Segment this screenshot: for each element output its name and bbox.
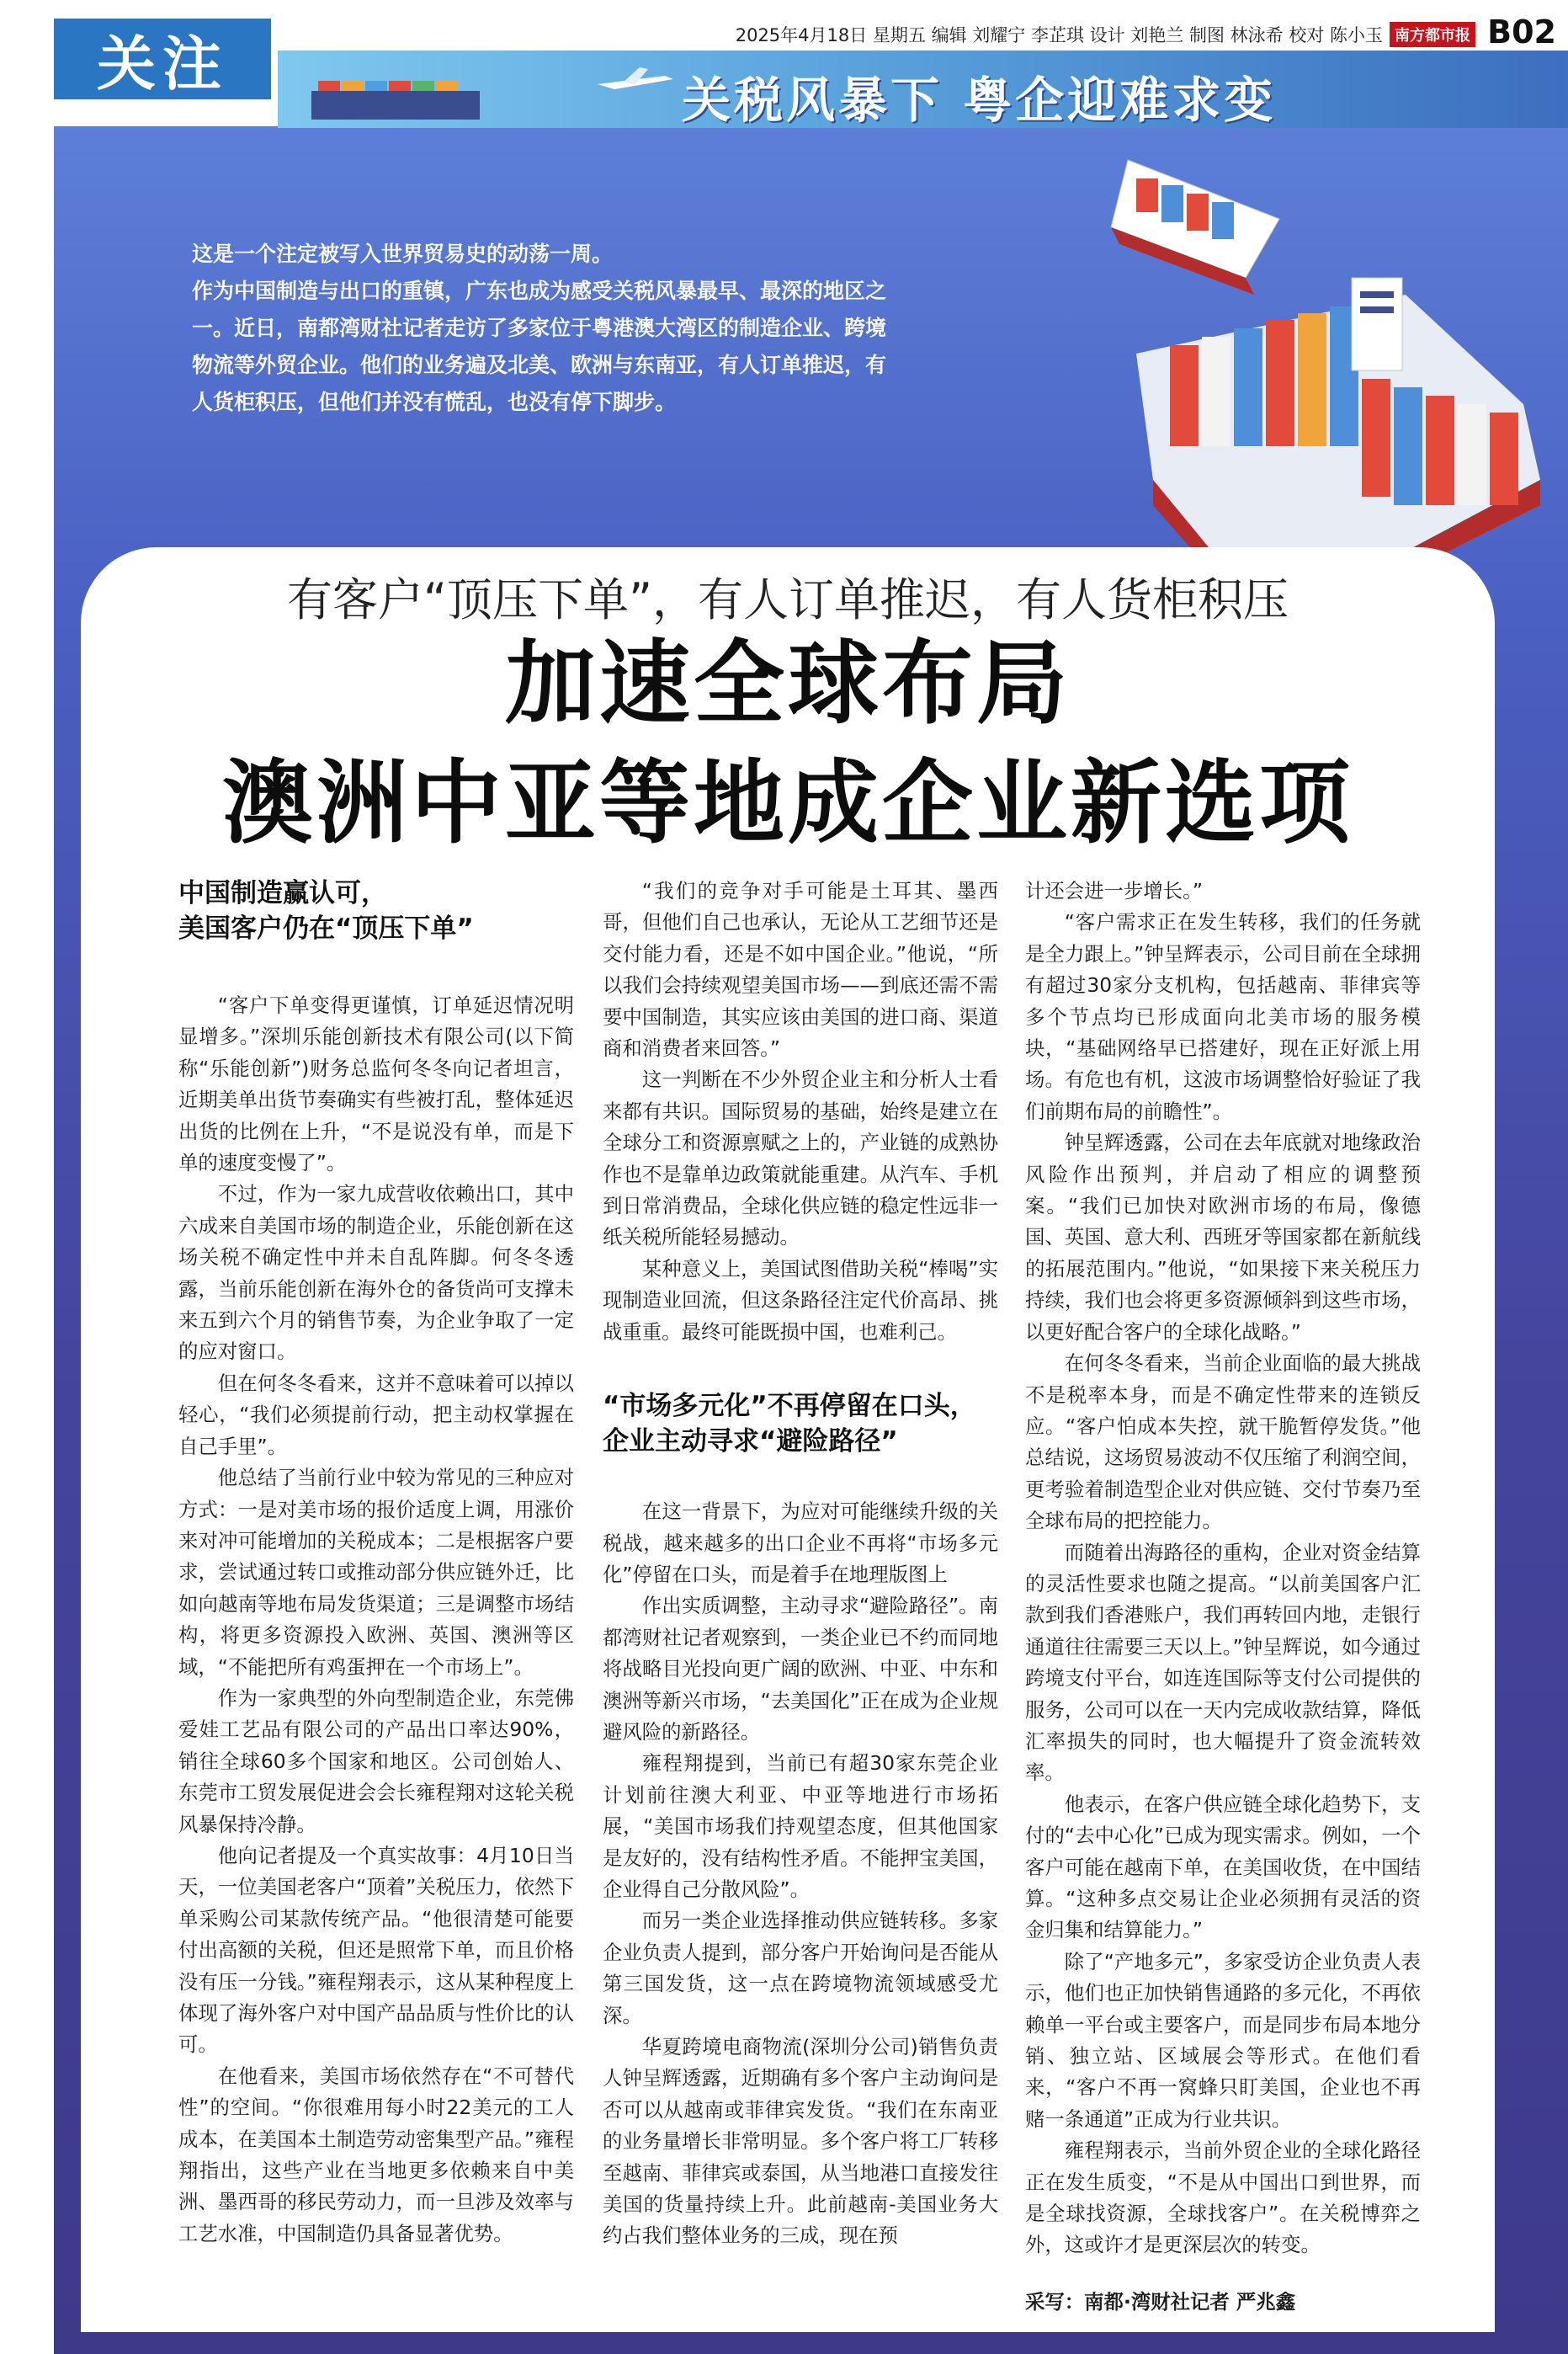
paragraph: 而另一类企业选择推动供应链转移。多家企业负责人提到，部分客户开始询问是否能从第三国发货，这一点在跨境物流领域感受尤深。 [603,1909,998,2027]
headline-line-1: 加速全球布局 [504,631,1071,737]
article-kicker: 有客户“顶压下单”，有人订单推迟，有人货柜积压 [287,573,1289,626]
paragraph: 他总结了当前行业中较为常见的三种应对方式：一是对美市场的报价适度上调，用涨价来对冲可能增加的关税成本；二是根据客户要求，尝试通过转口或推动部分供应链外迁，比如向越南等地布局发货渠道；三是调整市场结构，将更多资源投入欧洲、英国、澳洲等区域，“不能把所有鸡蛋押在一个市场上”。 [178,1466,574,1679]
paragraph: 他表示，在客户供应链全球化趋势下，支付的“去中心化”已成为现实需求。例如，一个客户可能在越南下单，在美国收货，在中国结算。“这种多点交易让企业必须拥有灵活的资金归集和结算能力。” [1025,1792,1421,1942]
intro-text [192,236,890,421]
paragraph: 除了“产地多元”，多家受访企业负责人表示，他们也正加快销售通路的多元化，不再依赖单一平台或主要客户，而是同步布局本地分销、独立站、区域展会等形式。在他们看来，“客户不再一窝蜂只盯美国，企业也不再赌一条通道”正成为行业共识。 [1025,1949,1421,2131]
paragraph: 不过，作为一家九成营收依赖出口，其中六成来自美国市场的制造企业，乐能创新在这场关税不确定性中并未自乱阵脚。何冬冬透露，当前乐能创新在海外仓的备货尚可支撑未来五到六个月的销售节奏，为企业争取了一定的应对窗口。 [178,1182,574,1364]
headline-line-2: 澳洲中亚等地成企业新选项 [221,751,1353,856]
paragraph: 雍程翔表示，当前外贸企业的全球化路径正在发生质变，“不是从中国出口到世界，而是全球找资源，全球找客户”。在关税博弈之外，这或许才是更深层次的转变。 [1025,2138,1421,2257]
page-number: B02 [1487,13,1556,51]
article-headline [81,625,1495,864]
intro-line-1: 这是一个注定被写入世界贸易史的动荡一周。 [192,242,614,266]
paragraph: 作为一家典型的外向型制造企业，东莞佛爱娃工艺品有限公司的产品出口率达90%，销往全球60多个国家和地区。公司创始人、东莞市工贸发展促进会会长雍程翔对这轮关税风暴保持冷静。 [178,1686,574,1836]
subhead-2-line-2: 企业主动寻求“避险路径” [603,1426,898,1457]
page-margin [0,0,54,2354]
subhead-2 [603,1388,998,1459]
page-meta [736,22,1475,47]
subhead-1-line-1: 中国制造赢认可， [178,878,387,908]
paragraph: 某种意义上，美国试图借助关税“棒喝”实现制造业回流，但这条路径注定代价高昂、挑战重重。最终可能既损中国，也难利己。 [603,1256,998,1344]
intro-line-2: 作为中国制造与出口的重镇，广东也成为感受关税风暴最早、最深的地区之一。近日，南都湾财社记者走访了多家位于粤港澳大湾区的制造企业、跨境物流等外贸企业。他们的业务遍及北美、欧洲与东南亚，有人订单推迟，有人货柜积压，但他们并没有慌乱，也没有停下脚步。 [192,279,887,414]
paragraph: 在何冬冬看来，当前企业面临的最大挑战不是税率本身，而是不确定性带来的连锁反应。“客户怕成本失控，就干脆暂停发货。”他总结说，这场贸易波动不仅压缩了利润空间，更考验着制造型企业对供应链、交付节奏乃至全球布局的把控能力。 [1025,1351,1421,1533]
paragraph: “客户下单变得更谨慎，订单延迟情况明显增多。”深圳乐能创新技术有限公司(以下简称“乐能创新”)财务总监何冬冬向记者坦言，近期美单出货节奏确实有些被打乱，整体延迟出货的比例在上升，“不是说没有单，而是下单的速度变慢了”。 [178,993,574,1175]
paragraph: 这一判断在不少外贸企业主和分析人士看来都有共识。国际贸易的基础，始终是建立在全球分工和资源禀赋之上的，产业链的成熟协作也不是靠单边政策就能重建。从汽车、手机到日常消费品，全球化供应链的稳定性远非一纸关税所能轻易撼动。 [603,1068,998,1249]
article-author: 采写：南都·湾财社记者 严兆鑫 [1025,2289,1296,2314]
article-column-3 [1025,876,1421,2318]
paragraph: 雍程翔提到，当前已有超30家东莞企业计划前往澳大利亚、中亚等地进行市场拓展，“美国市场我们持观望态度，但其他国家是友好的，没有结构性矛盾。不能押宝美国，企业得自己分散风险”。 [603,1751,998,1901]
banner-title: 关税风暴下 粤企迎难求变 [682,72,1277,129]
paragraph: 钟呈辉透露，公司在去年底就对地缘政治风险作出预判，并启动了相应的调整预案。“我们已加快对欧洲市场的布局，像德国、英国、意大利、西班牙等国家都在新航线的拓展范围内。”他说，“如果接下来关税压力持续，我们也会将更多资源倾斜到这些市场，以更好配合客户的全球化战略。” [1025,1131,1421,1344]
subhead-1 [178,876,574,946]
paragraph: 华夏跨境电商物流(深圳分公司)销售负责人钟呈辉透露，近期确有多个客户主动询问是否可以从越南或菲律宾发货。“我们在东南亚的业务量增长非常明显。多个客户将工厂转移至越南、菲律宾或泰国，从当地港口直接发往美国的货量持续上升。此前越南-美国业务大约占我们整体业务的三成，现在预 [603,2035,998,2248]
paragraph: 他向记者提及一个真实故事：4月10日当天，一位美国老客户“顶着”关税压力，依然下单采购公司某款传统产品。“他很清楚可能要付出高额的关税，但还是照常下单，而且价格没有压一分钱。”雍程翔表示，这从某种程度上体现了海外客户对中国产品品质与性价比的认可。 [178,1843,574,2057]
paragraph: “我们的竞争对手可能是土耳其、墨西哥，但他们自己也承认，无论从工艺细节还是交付能力看，还是不如中国企业。”他说，“所以我们会持续观望美国市场——到底还需不需要中国制造，其实应该由美国的进口商、渠道商和消费者来回答。” [603,879,998,1061]
paragraph: 计还会进一步增长。” [1025,879,1203,903]
article-column-1 [178,876,574,2250]
section-tag: 关注 [54,19,271,99]
article-column-2 [603,876,998,2252]
newspaper-logo: 南方都市报 [1390,22,1475,47]
paragraph: 作出实质调整，主动寻求“避险路径”。南都湾财社记者观察到，一类企业已不约而同地将战略目光投向更广阔的欧洲、中亚、中东和澳洲等新兴市场，“去美国化”正在成为企业规避风险的新路径。 [603,1594,998,1744]
paragraph: 在他看来，美国市场依然存在“不可替代性”的空间。“你很难用每小时22美元的工人成本，在美国本土制造劳动密集型产品。”雍程翔指出，这些产业在当地更多依赖来自中美洲、墨西哥的移民劳动力，而一旦涉及效率与工艺水准，中国制造仍具备显著优势。 [178,2064,574,2245]
paragraph: 而随着出海路径的重构，企业对资金结算的灵活性要求也随之提高。“以前美国客户汇款到我们香港账户，我们再转回内地，走银行通道往往需要三天以上。”钟呈辉说，如今通过跨境支付平台，如连连国际等支付公司提供的服务，公司可以在一天内完成收款结算，降低汇率损失的同时，也大幅提升了资金流转效率。 [1025,1540,1421,1785]
meta-text: 2025年4月18日 星期五 编辑 刘耀宁 李芷琪 设计 刘艳兰 制图 林泳希 校对 陈小玉 [735,25,1383,45]
paragraph: 但在何冬冬看来，这并不意味着可以掉以轻心，“我们必须提前行动，把主动权掌握在自己手里”。 [178,1371,574,1458]
paragraph: “客户需求正在发生转移，我们的任务就是全力跟上。”钟呈辉表示，公司目前在全球拥有超过30家分支机构，包括越南、菲律宾等多个节点均已形成面向北美市场的服务模块，“基础网络早已搭建好，现在正好派上用场。有危也有机，这波市场调整恰好验证了我们前期布局的前瞻性”。 [1025,910,1421,1123]
subhead-1-line-2: 美国客户仍在“顶压下单” [178,913,474,944]
paragraph: 在这一背景下，为应对可能继续升级的关税战，越来越多的出口企业不再将“市场多元化”停留在口头，而是着手在地理版图上 [603,1499,998,1586]
subhead-2-line-1: “市场多元化”不再停留在口头， [603,1391,976,1422]
